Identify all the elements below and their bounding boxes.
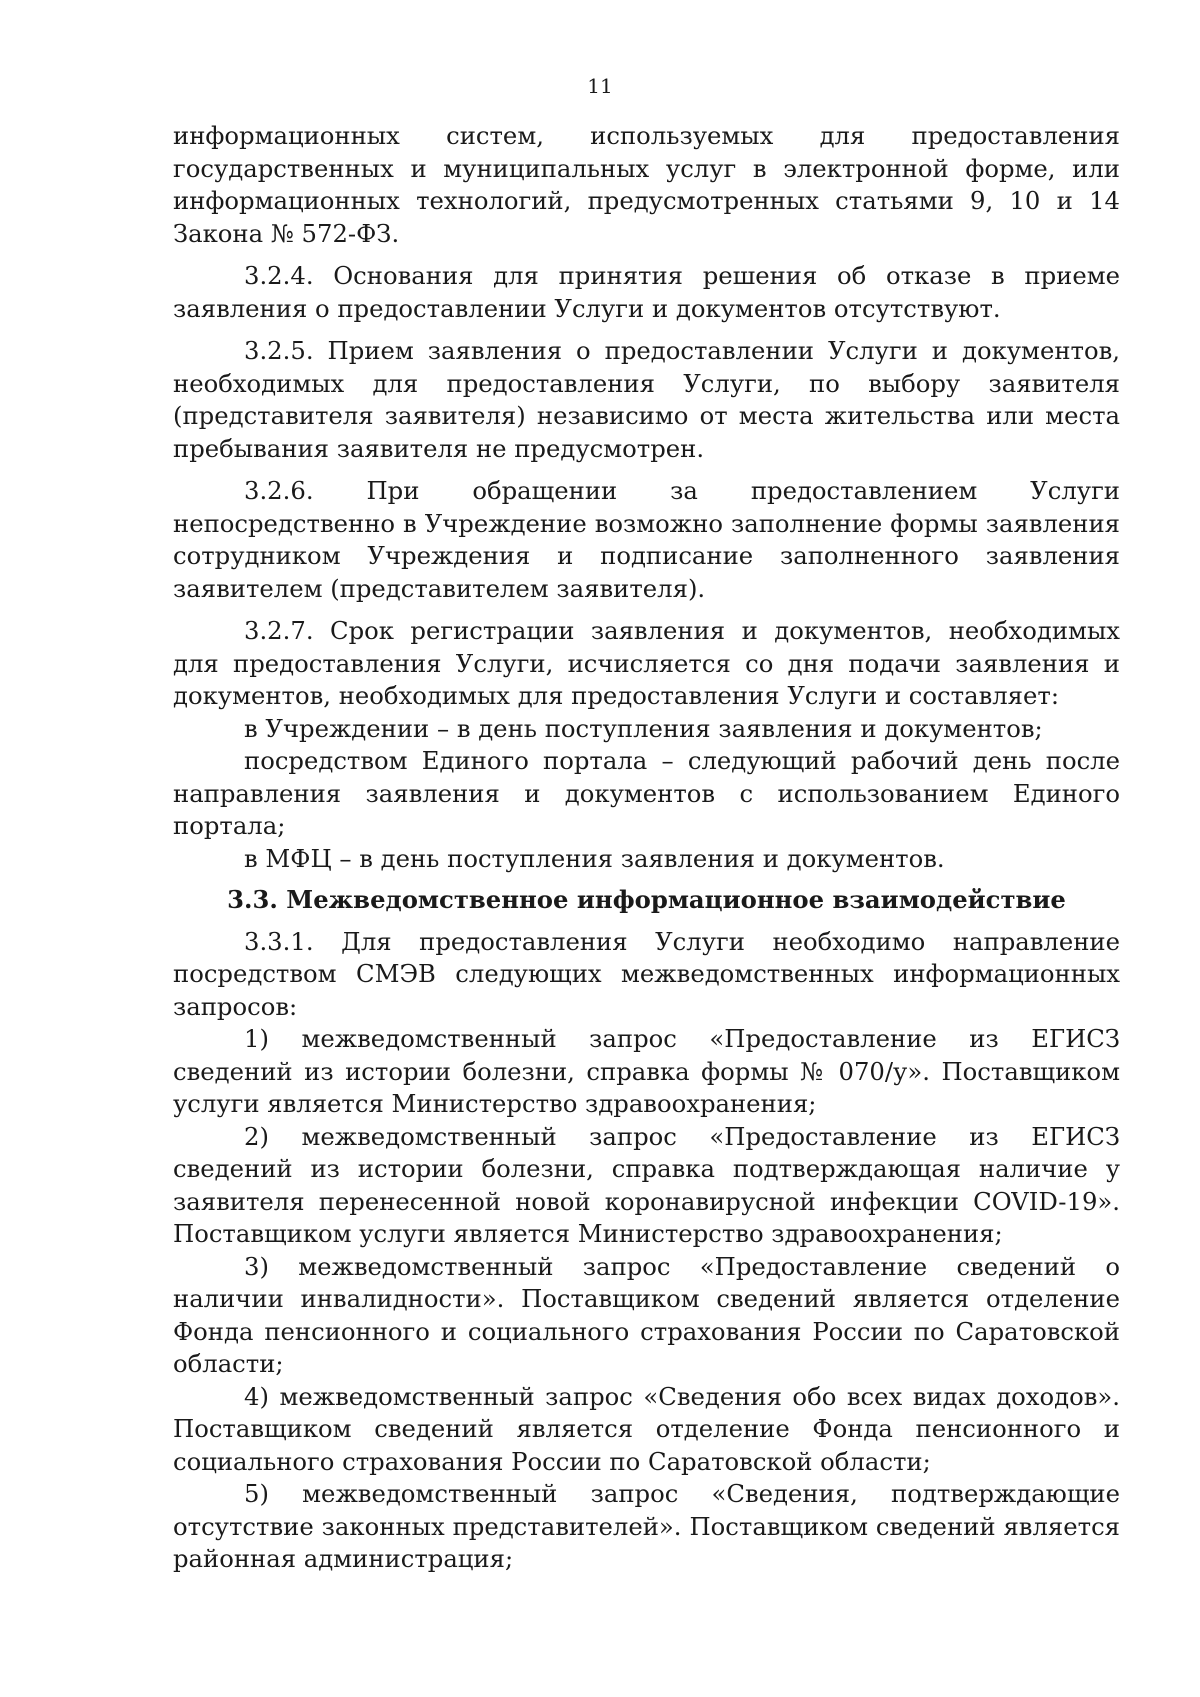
list-item-request-4: 4) межведомственный запрос «Сведения обо всех видах доходов». Поставщиком сведений является отделение Фонда пенсионного и социального страхования России по Саратовской области; bbox=[173, 1381, 1120, 1476]
page-number: 11 bbox=[587, 74, 613, 98]
list-item-institution: в Учреждении – в день поступления заявления и документов; bbox=[244, 713, 1043, 743]
paragraph-3-2-7: 3.2.7. Срок регистрации заявления и документов, необходимых для предоставления Услуги, исчисляется со дня подачи заявления и документов, необходимых для предоставления Услуги и составляет: bbox=[173, 616, 1120, 710]
list-item-request-1: 1) межведомственный запрос «Предоставление из ЕГИСЗ сведений из истории болезни, справка формы № 070/у». Поставщиком услуги является Министерство здравоохранения; bbox=[173, 1024, 1120, 1118]
paragraph-3-2-4: 3.2.4. Основания для принятия решения об отказе в приеме заявления о предоставлении Услуги и документов отсутствуют. bbox=[173, 261, 1120, 323]
paragraph-continuation: информационных систем, используемых для предоставления государственных и муниципальных услуг в электронной форме, или информационных технологий, предусмотренных статьями 9, 10 и 14 Закона № 572-ФЗ. bbox=[173, 121, 1120, 248]
section-heading-3-3: 3.3. Межведомственное информационное взаимодействие bbox=[227, 885, 1066, 914]
paragraph-3-2-5: 3.2.5. Прием заявления о предоставлении Услуги и документов, необходимых для предоставления Услуги, по выбору заявителя (представителя заявителя) независимо от места жительства или места пребывания заявителя не предусмотрен. bbox=[173, 336, 1120, 463]
list-item-request-5: 5) межведомственный запрос «Сведения, подтверждающие отсутствие законных представителей». Поставщиком сведений является районная администрация; bbox=[173, 1479, 1120, 1573]
paragraph-3-2-6: 3.2.6. При обращении за предоставлением Услуги непосредственно в Учреждение возможно заполнение формы заявления сотрудником Учреждения и подписание заполненного заявления заявителем (представителем заявителя). bbox=[173, 476, 1120, 603]
list-item-mfc: в МФЦ – в день поступления заявления и документов. bbox=[244, 843, 945, 873]
list-item-portal: посредством Единого портала – следующий рабочий день после направления заявления и документов с использованием Единого портала; bbox=[173, 746, 1120, 840]
list-item-request-2: 2) межведомственный запрос «Предоставление из ЕГИСЗ сведений из истории болезни, справка подтверждающая наличие у заявителя перенесенной новой коронавирусной инфекции COVID-19». Поставщиком услуги является Министерство здравоохранения; bbox=[173, 1121, 1120, 1248]
document-body bbox=[173, 120, 1120, 1576]
list-item-request-3: 3) межведомственный запрос «Предоставление сведений о наличии инвалидности». Поставщиком сведений является отделение Фонда пенсионного и социального страхования России по Саратовской области; bbox=[173, 1251, 1120, 1378]
paragraph-3-3-1: 3.3.1. Для предоставления Услуги необходимо направление посредством СМЭВ следующих межведомственных информационных запросов: bbox=[173, 926, 1120, 1021]
